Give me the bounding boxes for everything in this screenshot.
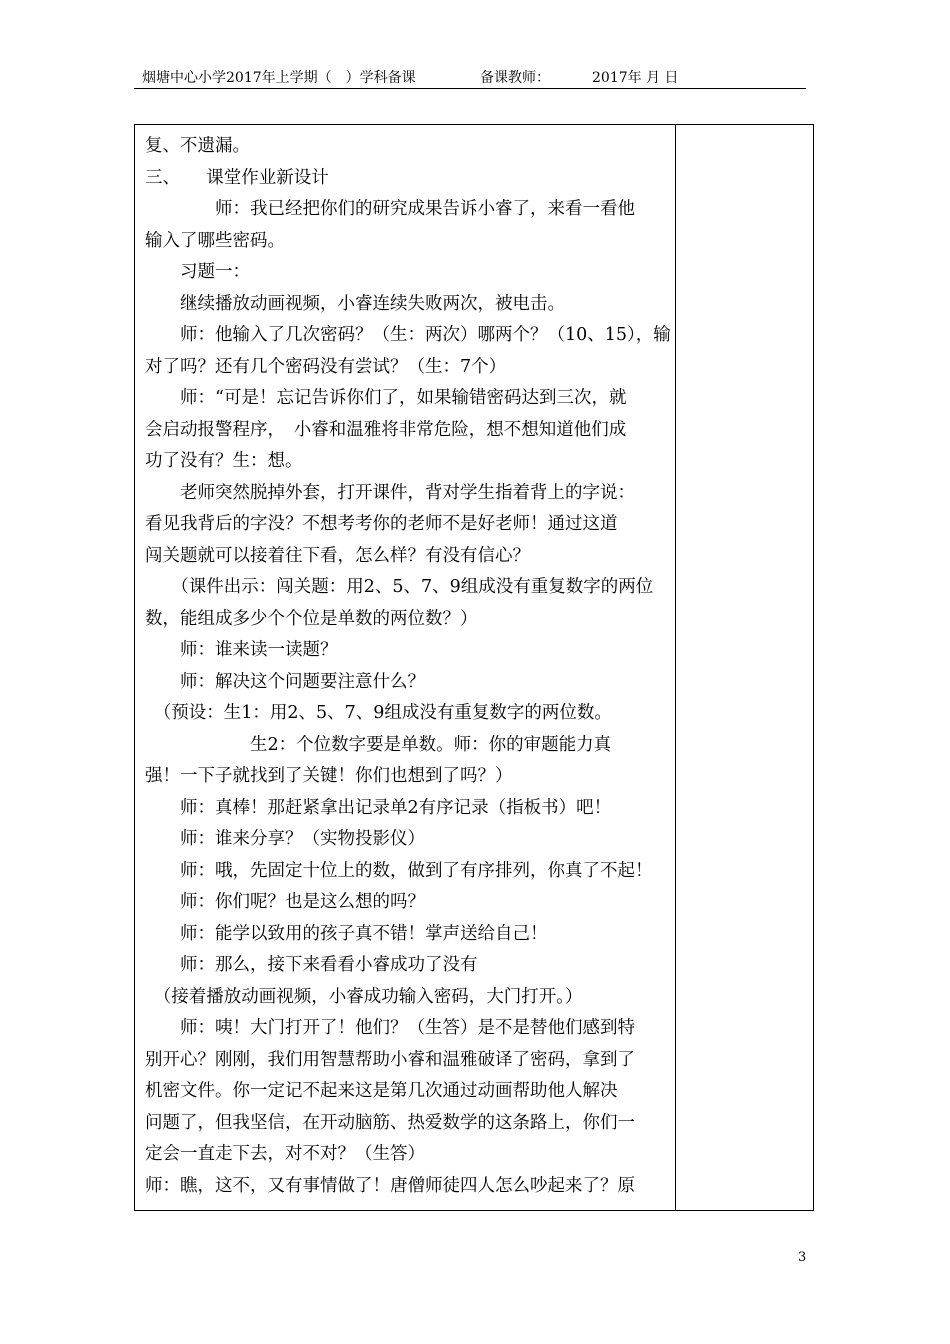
content-line: 师：咦！大门打开了！他们？（生答）是不是替他们感到特 [145,1018,635,1038]
content-line: 别开心？刚刚，我们用智慧帮助小睿和温雅破译了密码，拿到了 [145,1049,635,1070]
content-line: 会启动报警程序， 小睿和温雅将非常危险，想不想知道他们成 [145,419,627,440]
content-line: 师：他输入了几次密码？（生：两次）哪两个？（10、15），输 [145,325,671,345]
header-date: 2017年 月 日 [592,70,679,86]
content-line: 看见我背后的字没？不想考考你的老师不是好老师！通过这道 [145,514,618,534]
content-line: 功了没有？生：想。 [145,451,303,471]
header-school: 烟塘中心小学2017年上学期（ ）学科备课 [142,70,416,86]
content-line: 师：哦，先固定十位上的数，做到了有序排列，你真了不起！ [145,860,653,881]
content-line: 师：瞧，这不，又有事情做了！唐僧师徒四人怎么吵起来了？原 [145,1175,635,1196]
content-line: 继续播放动画视频，小睿连续失败两次，被电击。 [145,293,565,314]
content-line: （预设：生1：用2、5、7、9组成没有重复数字的两位数。 [145,703,612,723]
content-line: 三、 课堂作业新设计 [145,167,329,188]
content-line: 输入了哪些密码。 [145,230,285,251]
content-line: 师：谁来分享？（实物投影仪） [145,829,425,849]
content-line: 强！一下子就找到了关键！你们也想到了吗？） [145,766,513,786]
header-teacher-label: 备课教师： [480,70,550,86]
content-line: 师：我已经把你们的研究成果告诉小睿了，来看一看他 [145,199,635,219]
lesson-content-cell [135,125,676,1210]
page-header [134,64,806,89]
content-line: 复、不遗漏。 [145,136,250,156]
content-line: 闯关题就可以接着往下看，怎么样？有没有信心？ [145,545,530,566]
content-line: 师：那么，接下来看看小睿成功了没有 [145,955,478,975]
notes-cell [676,125,813,1210]
content-line: 师：你们呢？也是这么想的吗？ [145,892,425,912]
content-line: 习题一： [145,262,250,282]
content-line: 定会一直走下去，对不对？（生答） [145,1144,425,1164]
content-line: 机密文件。你一定记不起来这是第几次通过动画帮助他人解决 [145,1081,618,1101]
content-line: 对了吗？还有几个密码没有尝试？（生：7个） [145,356,507,377]
content-line: 师：“可是！忘记告诉你们了，如果输错密码达到三次，就 [145,388,627,408]
content-line: 师：解决这个问题要注意什么？ [145,671,425,692]
content-line: 生2：个位数字要是单数。师：你的审题能力真 [145,734,612,755]
content-line: （课件出示：闯关题：用2、5、7、9组成没有重复数字的两位 [145,577,654,597]
content-line: 老师突然脱掉外套，打开课件，背对学生指着背上的字说： [145,482,635,503]
content-line: （接着播放动画视频，小睿成功输入密码，大门打开。） [145,986,583,1007]
content-line: 师：谁来读一读题？ [145,640,338,660]
content-line: 数，能组成多少个个位是单数的两位数？） [145,608,478,629]
content-line: 问题了，但我坚信，在开动脑筋、热爱数学的这条路上，你们一 [145,1112,635,1133]
page-number: 3 [798,1250,807,1265]
content-line: 师：真棒！那赶紧拿出记录单2有序记录（指板书）吧！ [145,797,612,818]
content-line: 师：能学以致用的孩子真不错！掌声送给自己！ [145,923,548,944]
lesson-table [134,124,814,1211]
